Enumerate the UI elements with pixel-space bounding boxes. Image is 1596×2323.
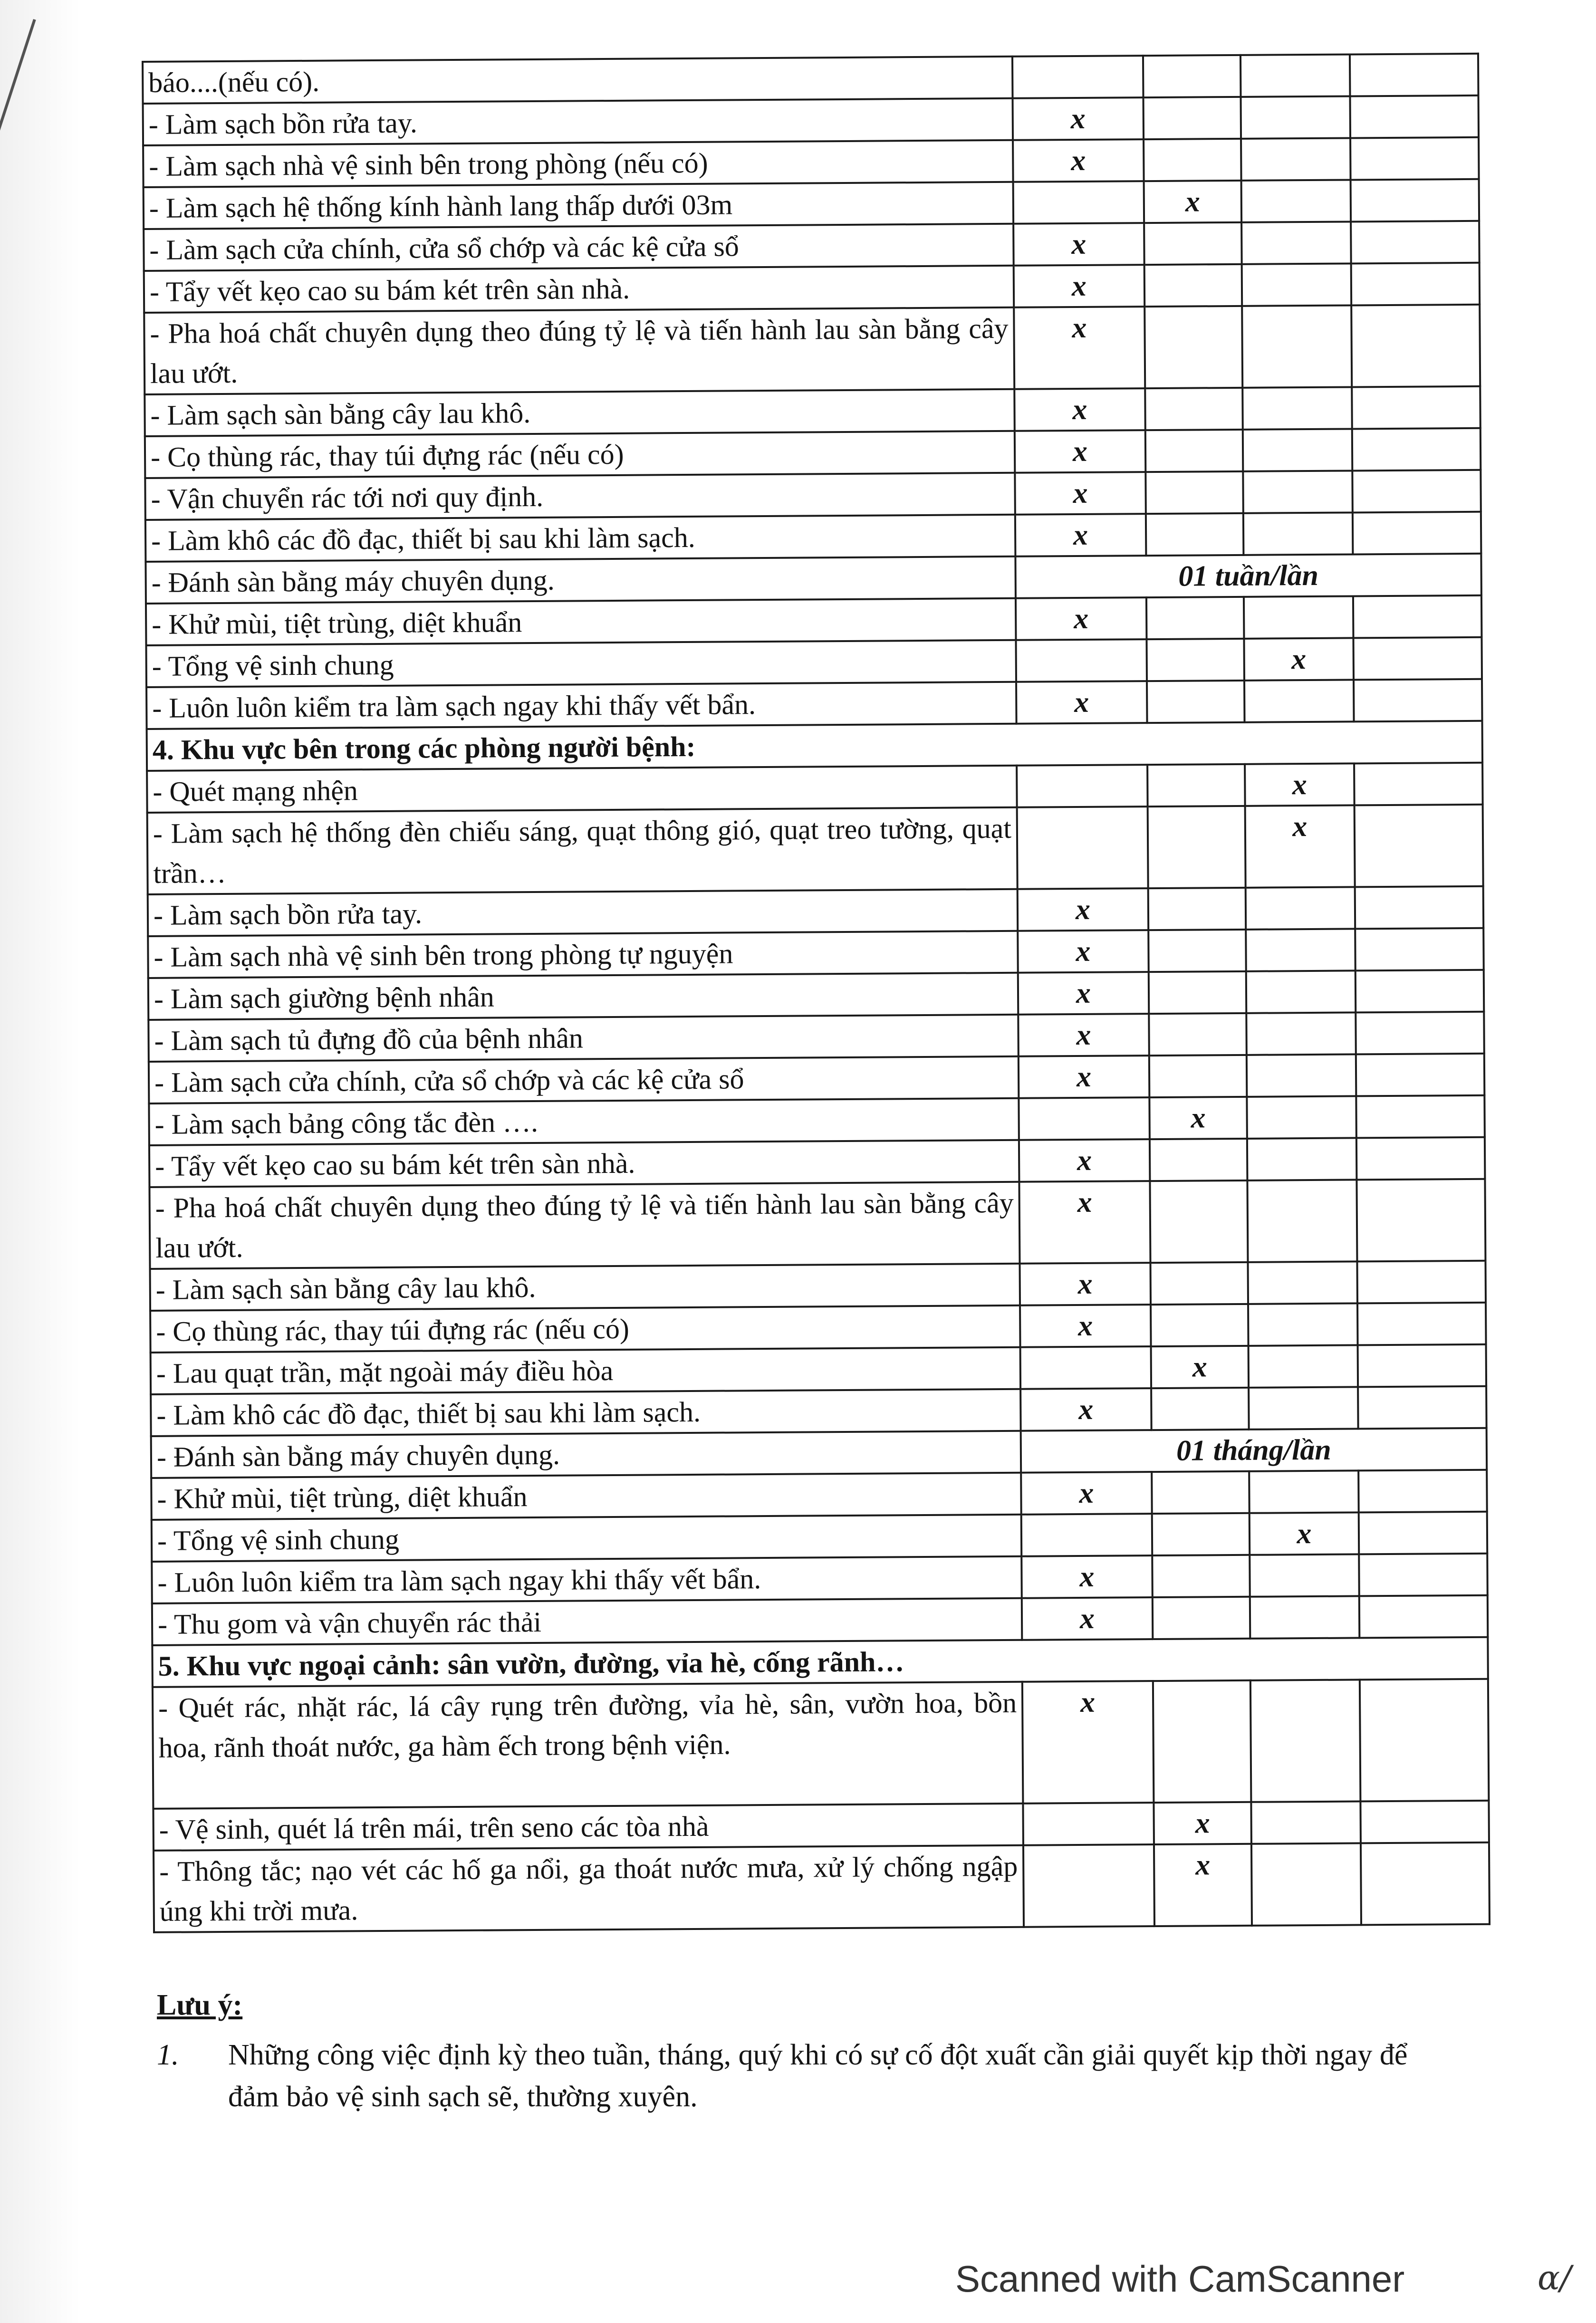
- task-description: - Làm sạch bồn rửa tay.: [143, 98, 1013, 145]
- frequency-mark: [1240, 54, 1350, 96]
- table-row: [147, 721, 1482, 771]
- table-row: [144, 179, 1479, 229]
- frequency-mark: [1355, 805, 1483, 887]
- frequency-mark: x: [1016, 681, 1147, 724]
- note-title: Lưu ý:: [157, 1989, 243, 2021]
- frequency-mark: [1146, 513, 1244, 556]
- table-row: [150, 1261, 1486, 1311]
- frequency-mark: [1016, 639, 1147, 682]
- frequency-mark: [1250, 1596, 1360, 1638]
- table-row: [148, 1012, 1484, 1062]
- frequency-mark: x: [1019, 1263, 1151, 1305]
- frequency-mark: [1248, 1261, 1357, 1304]
- table-row: [153, 1679, 1489, 1809]
- table-row: [145, 554, 1481, 604]
- frequency-mark: x: [1018, 1014, 1149, 1056]
- frequency-mark: [1361, 1843, 1490, 1925]
- frequency-mark: [1144, 97, 1241, 139]
- frequency-mark: [1249, 1345, 1358, 1387]
- task-description: - Làm sạch nhà vệ sinh bên trong phòng tự nguyện: [148, 931, 1018, 978]
- task-description: - Khử mùi, tiệt trùng, diệt khuẩn: [146, 598, 1016, 645]
- frequency-mark: [1354, 763, 1483, 806]
- frequency-mark: [1351, 305, 1480, 387]
- frequency-mark: [1013, 181, 1144, 224]
- frequency-mark: [1243, 429, 1353, 471]
- frequency-mark: x: [1244, 638, 1354, 680]
- task-description: - Làm sạch sàn bằng cây lau khô.: [150, 1264, 1020, 1311]
- task-description: - Cọ thùng rác, thay túi đựng rác (nếu có): [150, 1305, 1020, 1353]
- frequency-mark: [1017, 765, 1148, 807]
- frequency-mark: x: [1020, 1388, 1152, 1431]
- frequency-mark: [1351, 263, 1480, 306]
- table-row: [144, 386, 1480, 436]
- table-row: [145, 428, 1481, 478]
- table-row: [149, 1095, 1484, 1145]
- note-item-text: Những công việc định kỳ theo tuần, tháng, quý khi có sự cố đột xuất cần giải quyết kịp thời ngay để đảm bảo vệ sinh sạch sẽ, thường xuyên.: [228, 2039, 1408, 2113]
- table-row: [152, 1637, 1488, 1687]
- frequency-mark: [1360, 1801, 1489, 1843]
- task-description: - Làm sạch bảng công tắc đèn ….: [149, 1098, 1019, 1145]
- frequency-mark: [1241, 180, 1351, 222]
- task-description: - Làm sạch hệ thống đèn chiếu sáng, quạt thông gió, quạt treo tường, quạt trần…: [147, 807, 1018, 894]
- frequency-mark: [1353, 512, 1481, 555]
- frequency-mark: x: [1022, 1597, 1153, 1640]
- frequency-mark: [1357, 1303, 1486, 1345]
- frequency-mark: x: [1022, 1681, 1154, 1804]
- frequency-mark: [1146, 597, 1244, 639]
- frequency-mark: [1149, 971, 1247, 1014]
- table-row: [144, 221, 1479, 271]
- task-description: - Vệ sinh, quét lá trên mái, trên seno các tòa nhà: [153, 1804, 1023, 1851]
- table-row: [149, 1054, 1484, 1104]
- frequency-mark: [1250, 1554, 1359, 1596]
- table-row: [150, 1303, 1486, 1353]
- frequency-mark: [1353, 595, 1482, 638]
- frequency-mark: [1356, 1054, 1485, 1096]
- frequency-mark: [1358, 1344, 1487, 1387]
- frequency-mark: [1247, 1054, 1356, 1096]
- table-row: [151, 1386, 1486, 1436]
- frequency-mark: x: [1016, 597, 1147, 640]
- table-row: [143, 54, 1478, 104]
- frequency-mark: x: [1014, 265, 1145, 307]
- frequency-mark: [1359, 1554, 1488, 1596]
- scan-shadow: [0, 0, 81, 2323]
- task-description: - Quét rác, nhặt rác, lá cây rụng trên đường, vỉa hè, sân, vườn hoa, bồn hoa, rãnh thoát nước, ga hàm ếch trong bệnh viện.: [153, 1682, 1023, 1809]
- frequency-mark: x: [1020, 1305, 1151, 1347]
- task-description: - Cọ thùng rác, thay túi đựng rác (nếu có): [145, 431, 1015, 478]
- frequency-mark: [1146, 639, 1244, 681]
- table-row: [146, 679, 1482, 729]
- frequency-mark: [1145, 430, 1243, 472]
- task-description: - Khử mùi, tiệt trùng, diệt khuẩn: [151, 1473, 1021, 1520]
- frequency-mark: [1147, 764, 1245, 806]
- task-description: - Làm khô các đồ đạc, thiết bị sau khi làm sạch.: [151, 1389, 1021, 1436]
- frequency-mark: x: [1019, 1139, 1150, 1182]
- task-description: - Tổng vệ sinh chung: [152, 1515, 1022, 1562]
- frequency-mark: [1356, 970, 1484, 1013]
- frequency-mark: [1358, 1470, 1487, 1513]
- task-description: báo....(nếu có).: [143, 57, 1013, 104]
- task-description: - Pha hoá chất chuyên dụng theo đúng tỷ lệ và tiến hành lau sàn bằng cây lau ướt.: [149, 1182, 1019, 1269]
- frequency-mark: [1350, 96, 1479, 138]
- frequency-mark: [1023, 1844, 1154, 1927]
- frequency-mark: [1150, 1181, 1248, 1263]
- table-row: [151, 1428, 1487, 1478]
- frequency-mark: [1152, 1513, 1250, 1555]
- frequency-mark: [1354, 679, 1482, 722]
- frequency-mark: [1021, 1514, 1153, 1556]
- table-row: [144, 263, 1480, 313]
- frequency-mark: [1244, 680, 1354, 722]
- frequency-mark: x: [1013, 97, 1144, 140]
- task-description: - Pha hoá chất chuyên dụng theo đúng tỷ lệ và tiến hành lau sàn bằng cây lau ướt.: [144, 307, 1014, 394]
- frequency-note: 01 tuần/lần: [1015, 554, 1481, 598]
- task-description: - Làm sạch nhà vệ sinh bên trong phòng (nếu có): [143, 140, 1013, 187]
- table-row: [151, 1344, 1486, 1394]
- frequency-mark: x: [1013, 139, 1144, 182]
- table-row: [147, 805, 1483, 894]
- frequency-mark: [1357, 1261, 1486, 1304]
- task-description: - Thu gom và vận chuyển rác thải: [152, 1598, 1022, 1645]
- frequency-mark: [1244, 596, 1354, 638]
- frequency-mark: [1242, 387, 1352, 429]
- table-row: [151, 1470, 1487, 1520]
- frequency-mark: [1360, 1679, 1489, 1802]
- frequency-mark: [1148, 930, 1246, 972]
- task-description: - Làm sạch hệ thống kính hành lang thấp dưới 03m: [144, 182, 1014, 229]
- frequency-mark: [1250, 1680, 1361, 1802]
- task-description: - Lau quạt trần, mặt ngoài máy điều hòa: [151, 1347, 1021, 1394]
- task-description: - Tẩy vết kẹo cao su bám két trên sàn nhà.: [144, 266, 1014, 313]
- frequency-mark: [1247, 1096, 1356, 1138]
- table-row: [152, 1554, 1487, 1603]
- frequency-mark: [1148, 806, 1246, 888]
- frequency-mark: [1249, 1387, 1358, 1429]
- frequency-mark: [1150, 1139, 1248, 1181]
- frequency-mark: [1241, 96, 1351, 138]
- frequency-mark: [1246, 1012, 1356, 1055]
- frequency-mark: [1248, 1303, 1358, 1345]
- frequency-mark: x: [1018, 930, 1149, 973]
- table-row: [153, 1801, 1489, 1851]
- frequency-mark: [1356, 1095, 1485, 1138]
- frequency-note: 01 tháng/lần: [1021, 1428, 1487, 1473]
- task-description: - Quét mạng nhện: [147, 766, 1017, 813]
- frequency-mark: [1242, 305, 1352, 387]
- frequency-mark: x: [1245, 763, 1355, 806]
- frequency-mark: [1017, 806, 1148, 889]
- task-description: - Tổng vệ sinh chung: [146, 640, 1017, 687]
- task-description: - Luôn luôn kiểm tra làm sạch ngay khi thấy vết bẩn.: [146, 682, 1017, 729]
- table-row: [149, 1179, 1485, 1269]
- task-description: - Làm sạch cửa chính, cửa sổ chớp và các kệ cửa sổ: [149, 1056, 1019, 1104]
- frequency-mark: [1151, 1388, 1249, 1430]
- table-row: [146, 637, 1482, 687]
- table-row: [146, 595, 1481, 645]
- task-description: - Tẩy vết kẹo cao su bám két trên sàn nhà.: [149, 1140, 1019, 1187]
- cleaning-schedule-table: [142, 53, 1490, 1933]
- table-row: [149, 1137, 1485, 1187]
- frequency-mark: x: [1015, 430, 1146, 473]
- frequency-mark: [1153, 1680, 1251, 1803]
- task-description: - Làm sạch tủ đựng đồ của bệnh nhân: [148, 1015, 1019, 1062]
- frequency-mark: [1019, 1097, 1150, 1140]
- table-row: [148, 970, 1484, 1020]
- task-description: - Làm sạch giường bệnh nhân: [148, 973, 1019, 1020]
- frequency-mark: x: [1144, 181, 1242, 223]
- table-body: [143, 54, 1490, 1932]
- task-description: - Đánh sàn bằng máy chuyên dụng.: [151, 1431, 1021, 1478]
- frequency-mark: [1020, 1346, 1152, 1389]
- frequency-mark: [1243, 512, 1353, 555]
- frequency-mark: x: [1021, 1472, 1152, 1515]
- frequency-mark: x: [1154, 1802, 1251, 1844]
- frequency-mark: x: [1014, 388, 1145, 431]
- task-description: - Làm sạch cửa chính, cửa sổ chớp và các kệ cửa sổ: [144, 224, 1014, 271]
- frequency-mark: [1359, 1512, 1488, 1555]
- task-description: - Làm khô các đồ đạc, thiết bị sau khi làm sạch.: [145, 515, 1016, 562]
- frequency-mark: [1351, 179, 1480, 222]
- table-row: [148, 886, 1483, 936]
- frequency-mark: x: [1015, 514, 1146, 557]
- table-row: [147, 763, 1482, 813]
- task-description: - Thông tắc; nạo vét các hố ga nổi, ga thoát nước mưa, xử lý chống ngập úng khi trời mưa.: [154, 1845, 1024, 1932]
- frequency-mark: [1149, 1013, 1247, 1056]
- frequency-mark: [1143, 55, 1241, 97]
- frequency-mark: x: [1245, 805, 1355, 887]
- frequency-mark: [1152, 1555, 1250, 1597]
- frequency-mark: x: [1021, 1555, 1153, 1598]
- frequency-mark: x: [1019, 1181, 1150, 1264]
- frequency-mark: [1352, 386, 1481, 429]
- frequency-mark: [1358, 1386, 1487, 1429]
- task-description: - Đánh sàn bằng máy chuyên dụng.: [145, 557, 1016, 604]
- frequency-mark: [1356, 1179, 1485, 1262]
- frequency-mark: x: [1151, 1346, 1249, 1388]
- table-row: [152, 1595, 1488, 1645]
- frequency-mark: [1153, 1597, 1250, 1639]
- task-description: - Làm sạch bồn rửa tay.: [148, 889, 1018, 936]
- frequency-mark: [1350, 137, 1479, 180]
- frequency-mark: [1241, 138, 1351, 180]
- frequency-mark: [1351, 221, 1480, 264]
- frequency-mark: x: [1250, 1512, 1359, 1555]
- frequency-mark: [1356, 1012, 1484, 1055]
- section-heading: 5. Khu vực ngoại cảnh: sân vườn, đường, vỉa hè, cống rãnh…: [152, 1637, 1488, 1687]
- task-description: - Luôn luôn kiểm tra làm sạch ngay khi thấy vết bẩn.: [152, 1556, 1022, 1603]
- frequency-mark: [1012, 56, 1144, 98]
- frequency-mark: [1243, 470, 1353, 513]
- table-row: [144, 305, 1480, 394]
- frequency-mark: [1350, 54, 1479, 96]
- frequency-mark: [1148, 888, 1246, 930]
- frequency-mark: [1359, 1595, 1488, 1638]
- table-row: [143, 96, 1479, 145]
- note-item-number: 1.: [157, 2039, 179, 2071]
- frequency-mark: [1251, 1801, 1361, 1843]
- task-description: - Vận chuyển rác tới nơi quy định.: [145, 473, 1015, 520]
- frequency-mark: [1247, 1180, 1357, 1262]
- table-row: [152, 1512, 1487, 1562]
- frequency-mark: [1147, 681, 1245, 723]
- frequency-mark: [1150, 1262, 1248, 1305]
- frequency-mark: [1251, 1843, 1361, 1925]
- frequency-mark: [1242, 263, 1352, 306]
- scanner-watermark: Scanned with CamScanner: [955, 2258, 1405, 2300]
- frequency-mark: [1144, 264, 1242, 307]
- frequency-mark: [1246, 970, 1356, 1013]
- table-row: [145, 470, 1481, 520]
- frequency-mark: x: [1018, 972, 1149, 1015]
- frequency-mark: [1356, 1137, 1485, 1180]
- frequency-mark: x: [1013, 223, 1144, 266]
- frequency-mark: [1149, 1055, 1247, 1097]
- frequency-mark: [1246, 887, 1356, 929]
- frequency-mark: [1145, 471, 1243, 514]
- frequency-mark: x: [1019, 1056, 1150, 1098]
- frequency-mark: x: [1018, 888, 1149, 931]
- frequency-mark: [1352, 470, 1481, 513]
- table-row: [145, 512, 1481, 562]
- frequency-mark: [1355, 886, 1484, 929]
- frequency-mark: [1249, 1470, 1359, 1513]
- frequency-mark: [1152, 1471, 1250, 1514]
- frequency-mark: [1352, 428, 1481, 471]
- frequency-mark: [1145, 388, 1243, 430]
- frequency-mark: [1246, 929, 1356, 971]
- handwritten-initial: ɑ/: [1538, 2258, 1571, 2297]
- frequency-mark: [1144, 222, 1242, 265]
- table-row: [154, 1843, 1490, 1932]
- frequency-mark: [1023, 1803, 1154, 1845]
- note-item: [157, 2034, 1440, 2118]
- frequency-mark: [1247, 1138, 1357, 1180]
- frequency-mark: x: [1014, 307, 1145, 389]
- frequency-mark: [1241, 221, 1351, 264]
- frequency-mark: x: [1154, 1844, 1252, 1926]
- frequency-mark: [1144, 306, 1242, 388]
- table-row: [143, 137, 1479, 187]
- frequency-mark: [1144, 139, 1241, 181]
- frequency-mark: x: [1149, 1097, 1247, 1139]
- frequency-mark: [1151, 1304, 1249, 1346]
- frequency-mark: [1353, 637, 1482, 680]
- frequency-mark: [1355, 928, 1484, 971]
- frequency-mark: x: [1015, 472, 1146, 515]
- task-description: - Làm sạch sàn bằng cây lau khô.: [144, 389, 1015, 436]
- table-row: [148, 928, 1483, 978]
- section-heading: 4. Khu vực bên trong các phòng người bệnh:: [147, 721, 1482, 771]
